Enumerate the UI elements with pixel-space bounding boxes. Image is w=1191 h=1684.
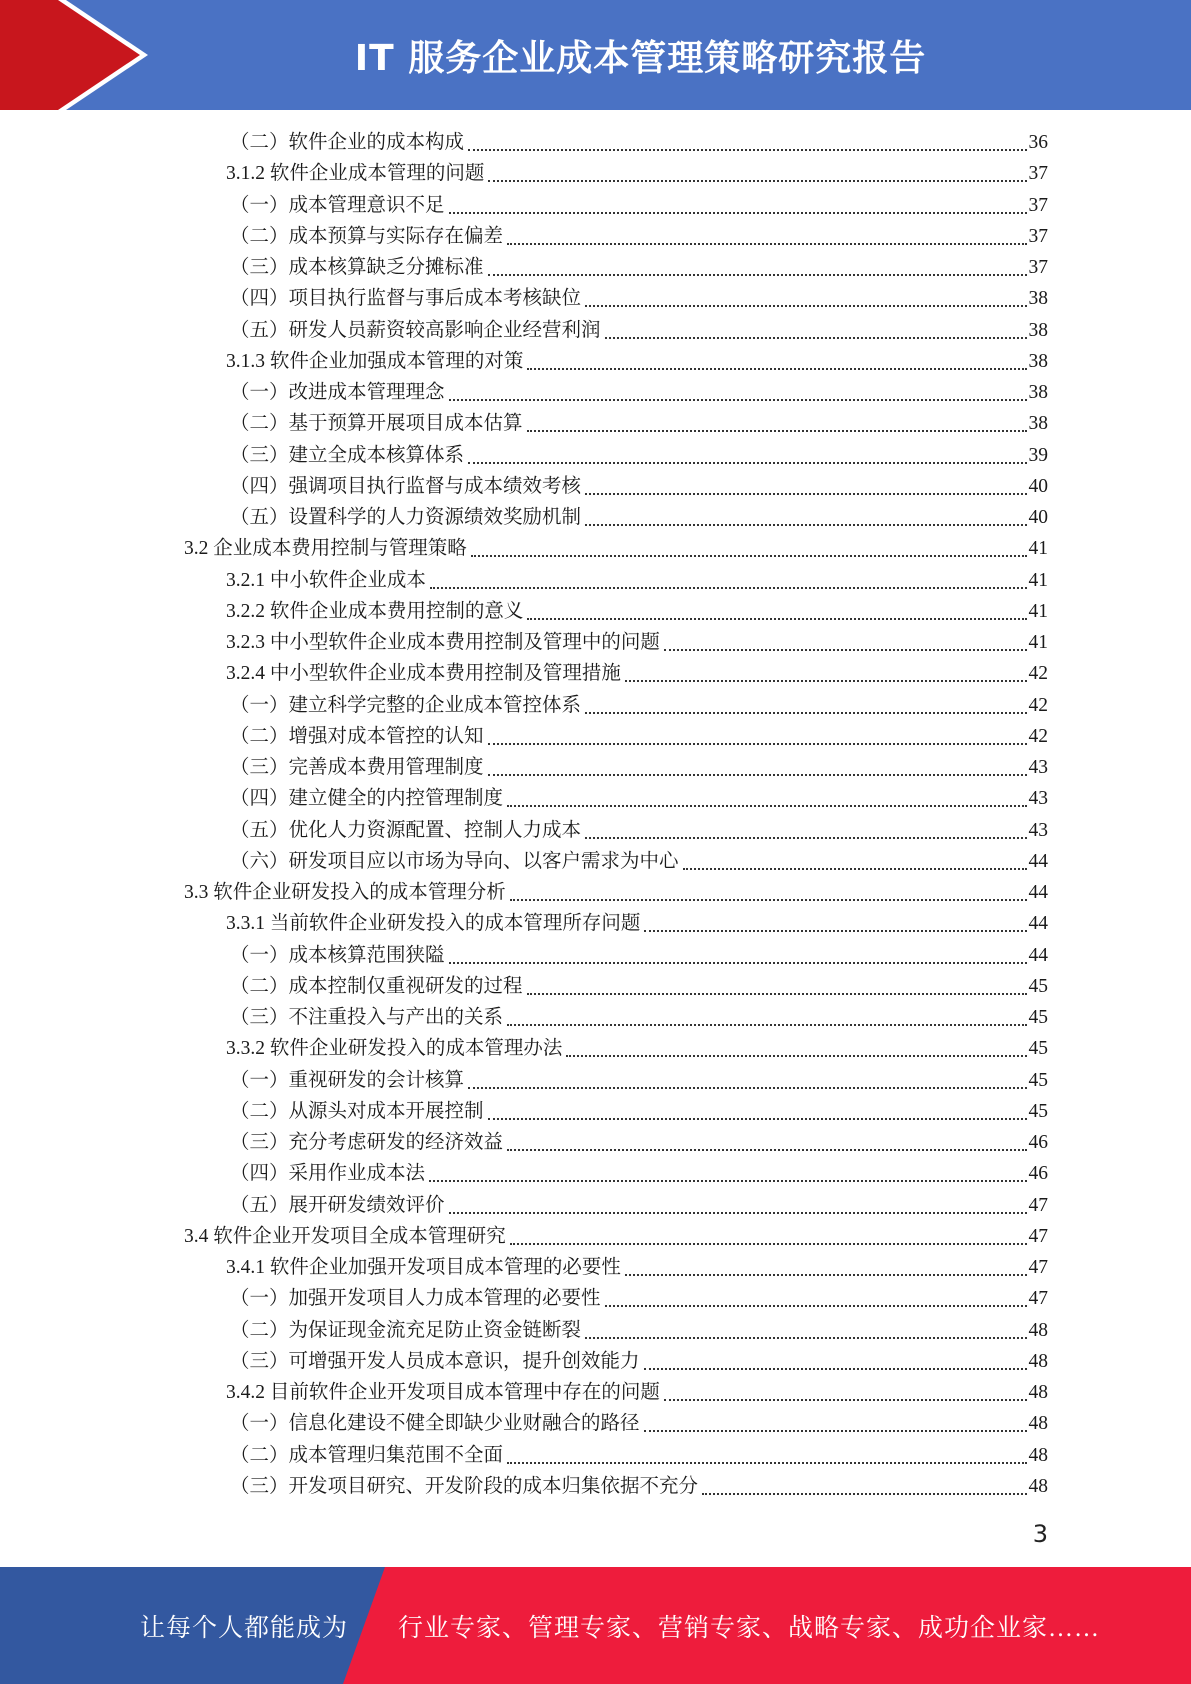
toc-entry-page: 40 <box>1028 475 1048 497</box>
toc-entry-page: 40 <box>1028 507 1048 528</box>
toc-entry[interactable] <box>230 971 1048 1002</box>
toc-entry[interactable] <box>230 1158 1048 1189</box>
toc-entry-label: （三）成本核算缺乏分摊标准 <box>230 257 484 278</box>
toc-dot-leader <box>488 180 1026 182</box>
toc-dot-leader <box>449 962 1027 964</box>
toc-entry-page: 45 <box>1028 1069 1048 1091</box>
toc-entry[interactable] <box>230 408 1048 439</box>
toc-entry[interactable] <box>230 1408 1048 1439</box>
toc-entry-page: 37 <box>1028 225 1048 247</box>
toc-dot-leader <box>625 680 1027 682</box>
toc-entry[interactable] <box>230 190 1048 221</box>
toc-entry-page: 38 <box>1028 413 1048 435</box>
toc-entry-page: 47 <box>1028 1257 1048 1278</box>
toc-entry[interactable] <box>230 377 1048 408</box>
toc-entry-label: （二）为保证现金流充足防止资金链断裂 <box>230 1319 582 1341</box>
toc-entry-page: 46 <box>1028 1163 1048 1185</box>
toc-entry[interactable] <box>226 1377 1048 1408</box>
toc-dot-leader <box>430 587 1027 589</box>
toc-entry[interactable] <box>230 1283 1048 1314</box>
toc-entry-label: （三）完善成本费用管理制度 <box>230 757 484 778</box>
toc-entry-page: 36 <box>1028 132 1048 153</box>
toc-entry-page: 38 <box>1028 288 1048 310</box>
toc-entry-page: 43 <box>1028 757 1048 778</box>
footer-slogan-roles: 行业专家、管理专家、营销专家、战略专家、成功企业家…… <box>398 1614 1101 1642</box>
toc-entry-page: 37 <box>1028 163 1048 185</box>
toc-entry-label: 3.2.1 中小软件企业成本 <box>226 569 426 591</box>
toc-dot-leader <box>449 399 1027 401</box>
toc-entry-label: （一）信息化建设不健全即缺少业财融合的路径 <box>230 1413 640 1435</box>
toc-dot-leader <box>507 805 1026 807</box>
toc-entry[interactable] <box>230 690 1048 721</box>
toc-entry-page: 48 <box>1028 1475 1048 1497</box>
toc-entry[interactable] <box>226 1252 1048 1283</box>
toc-entry-label: （五）展开研发绩效评价 <box>230 1194 445 1216</box>
toc-entry-label: （二）成本控制仅重视研发的过程 <box>230 975 523 997</box>
toc-entry-page: 37 <box>1028 257 1048 278</box>
toc-dot-leader <box>527 993 1027 995</box>
toc-dot-leader <box>468 462 1026 464</box>
toc-dot-leader <box>449 212 1027 214</box>
toc-dot-leader <box>510 899 1027 901</box>
toc-dot-leader <box>566 1055 1026 1057</box>
toc-entry[interactable] <box>230 846 1048 877</box>
toc-entry-page: 38 <box>1028 350 1048 372</box>
toc-dot-leader <box>644 1430 1027 1432</box>
toc-entry-label: （二）基于预算开展项目成本估算 <box>230 413 523 435</box>
toc-dot-leader <box>605 1305 1027 1307</box>
toc-entry-page: 48 <box>1028 1444 1048 1466</box>
toc-entry-page: 48 <box>1028 1319 1048 1341</box>
toc-entry-label: 3.3 软件企业研发投入的成本管理分析 <box>184 882 506 903</box>
toc-entry-page: 45 <box>1028 1100 1048 1122</box>
toc-entry-page: 41 <box>1028 632 1048 653</box>
toc-entry-label: 3.4.2 目前软件企业开发项目成本管理中存在的问题 <box>226 1382 660 1403</box>
toc-entry-page: 42 <box>1028 694 1048 716</box>
toc-entry[interactable] <box>230 1096 1048 1127</box>
toc-entry-label: （四）采用作业成本法 <box>230 1163 426 1185</box>
toc-entry-page: 42 <box>1028 725 1048 747</box>
toc-dot-leader <box>488 774 1027 776</box>
toc-dot-leader <box>507 1149 1026 1151</box>
toc-entry-label: （四）建立健全的内控管理制度 <box>230 788 504 810</box>
toc-entry[interactable] <box>230 127 1048 158</box>
toc-entry-label: 3.1.3 软件企业加强成本管理的对策 <box>226 350 524 372</box>
toc-entry[interactable] <box>184 877 1048 908</box>
toc-entry-label: （三）开发项目研究、开发阶段的成本归集依据不充分 <box>230 1475 699 1497</box>
toc-entry-label: （六）研发项目应以市场为导向、以客户需求为中心 <box>230 850 679 872</box>
toc-dot-leader <box>585 712 1026 714</box>
toc-dot-leader <box>488 274 1027 276</box>
toc-dot-leader <box>507 1462 1026 1464</box>
toc-entry-page: 41 <box>1028 538 1048 560</box>
toc-dot-leader <box>585 837 1026 839</box>
toc-entry-page: 39 <box>1028 444 1048 466</box>
toc-dot-leader <box>507 1024 1026 1026</box>
toc-entry-page: 37 <box>1028 194 1048 216</box>
toc-dot-leader <box>664 649 1027 651</box>
toc-dot-leader <box>585 1337 1026 1339</box>
toc-entry[interactable] <box>230 1127 1048 1158</box>
footer-slogan-lead: 让每个人都能成为 <box>140 1614 349 1642</box>
toc-dot-leader <box>702 1493 1026 1495</box>
toc-entry-label: （五）研发人员薪资较高影响企业经营利润 <box>230 319 601 341</box>
toc-dot-leader <box>471 555 1027 557</box>
toc-entry-label: （三）可增强开发人员成本意识，提升创效能力 <box>230 1350 640 1372</box>
toc-entry[interactable] <box>230 1315 1048 1346</box>
toc-entry-label: 3.2 企业成本费用控制与管理策略 <box>184 538 467 560</box>
page-number: 3 <box>1032 1520 1048 1548</box>
toc-entry-label: （二）成本预算与实际存在偏差 <box>230 225 504 247</box>
toc-entry-label: 3.3.1 当前软件企业研发投入的成本管理所存问题 <box>226 913 641 935</box>
toc-entry-label: （五）优化人力资源配置、控制人力成本 <box>230 819 582 841</box>
toc-entry-label: （一）成本核算范围狭隘 <box>230 944 445 966</box>
toc-entry-label: （一）建立科学完整的企业成本管控体系 <box>230 694 582 716</box>
toc-entry[interactable] <box>184 533 1048 564</box>
toc-entry[interactable] <box>230 1346 1048 1377</box>
toc-entry-label: （一）成本管理意识不足 <box>230 194 445 216</box>
toc-entry[interactable] <box>230 1471 1048 1502</box>
toc-dot-leader <box>527 618 1026 620</box>
toc-entry[interactable] <box>230 721 1048 752</box>
toc-entry-page: 47 <box>1028 1194 1048 1216</box>
toc-entry-label: （三）建立全成本核算体系 <box>230 444 465 466</box>
toc-dot-leader <box>683 868 1027 870</box>
report-footer <box>0 1567 1191 1684</box>
toc-entry-label: （五）设置科学的人力资源绩效奖励机制 <box>230 507 582 528</box>
toc-entry-page: 38 <box>1028 319 1048 341</box>
toc-entry-page: 44 <box>1028 944 1048 966</box>
toc-dot-leader <box>664 1399 1027 1401</box>
toc-entry-label: 3.2.2 软件企业成本费用控制的意义 <box>226 600 524 622</box>
toc-dot-leader <box>449 1212 1027 1214</box>
toc-dot-leader <box>429 1180 1026 1182</box>
toc-entry[interactable] <box>184 1221 1048 1252</box>
toc-entry[interactable] <box>230 1002 1048 1033</box>
toc-entry-label: （二）成本管理归集范围不全面 <box>230 1444 504 1466</box>
red-chevron-icon <box>0 0 160 110</box>
report-header <box>0 0 1191 110</box>
toc-entry[interactable] <box>230 1190 1048 1221</box>
toc-entry-page: 47 <box>1028 1288 1048 1310</box>
toc-entry-label: （二）软件企业的成本构成 <box>230 132 465 153</box>
toc-dot-leader <box>488 1118 1027 1120</box>
toc-entry-page: 48 <box>1028 1413 1048 1435</box>
toc-entry-page: 43 <box>1028 819 1048 841</box>
toc-entry[interactable] <box>230 471 1048 502</box>
toc-entry[interactable] <box>226 346 1048 377</box>
toc-entry-page: 41 <box>1028 569 1048 591</box>
toc-entry-label: 3.2.4 中小型软件企业成本费用控制及管理措施 <box>226 663 621 685</box>
toc-entry[interactable] <box>226 1033 1048 1064</box>
toc-entry-page: 41 <box>1028 600 1048 622</box>
toc-dot-leader <box>585 524 1026 526</box>
toc-entry-page: 44 <box>1028 913 1048 935</box>
toc-entry-page: 45 <box>1028 1007 1048 1028</box>
toc-entry[interactable] <box>226 158 1048 189</box>
toc-entry-page: 45 <box>1028 975 1048 997</box>
toc-entry[interactable] <box>230 315 1048 346</box>
toc-entry-page: 47 <box>1028 1225 1048 1247</box>
toc-entry[interactable] <box>226 658 1048 689</box>
toc-entry[interactable] <box>230 221 1048 252</box>
toc-entry-page: 45 <box>1028 1038 1048 1060</box>
toc-entry-page: 38 <box>1028 382 1048 403</box>
toc-dot-leader <box>625 1274 1027 1276</box>
toc-dot-leader <box>644 930 1026 932</box>
toc-entry[interactable] <box>230 815 1048 846</box>
toc-entry[interactable] <box>230 440 1048 471</box>
toc-entry[interactable] <box>230 252 1048 283</box>
toc-dot-leader <box>527 368 1026 370</box>
toc-dot-leader <box>585 305 1026 307</box>
toc-entry-label: 3.4 软件企业开发项目全成本管理研究 <box>184 1225 506 1247</box>
toc-entry-label: 3.1.2 软件企业成本管理的问题 <box>226 163 485 185</box>
toc-entry[interactable] <box>230 1440 1048 1471</box>
toc-entry[interactable] <box>226 565 1048 596</box>
toc-entry[interactable] <box>230 283 1048 314</box>
toc-dot-leader <box>510 1243 1027 1245</box>
toc-entry-label: （一）改进成本管理理念 <box>230 382 445 403</box>
toc-entry[interactable] <box>230 752 1048 783</box>
toc-entry-label: （四）强调项目执行监督与成本绩效考核 <box>230 475 582 497</box>
toc-entry-page: 42 <box>1028 663 1048 685</box>
toc-entry-page: 48 <box>1028 1350 1048 1372</box>
toc-entry-page: 44 <box>1028 882 1048 903</box>
toc-dot-leader <box>488 743 1027 745</box>
toc-entry[interactable] <box>226 596 1048 627</box>
toc-entry-label: （二）从源头对成本开展控制 <box>230 1100 484 1122</box>
toc-dot-leader <box>527 430 1027 432</box>
toc-entry-page: 44 <box>1028 850 1048 872</box>
toc-entry-label: （二）增强对成本管控的认知 <box>230 725 484 747</box>
toc-dot-leader <box>605 337 1027 339</box>
toc-entry[interactable] <box>230 783 1048 814</box>
toc-dot-leader <box>585 493 1026 495</box>
toc-dot-leader <box>468 1087 1026 1089</box>
toc-entry[interactable] <box>230 940 1048 971</box>
toc-dot-leader <box>468 149 1026 151</box>
toc-dot-leader <box>507 243 1026 245</box>
toc-entry-label: 3.3.2 软件企业研发投入的成本管理办法 <box>226 1038 563 1060</box>
toc-entry-page: 46 <box>1028 1132 1048 1153</box>
toc-entry-page: 48 <box>1028 1382 1048 1403</box>
toc-entry[interactable] <box>226 908 1048 939</box>
toc-dot-leader <box>644 1368 1027 1370</box>
toc-entry-label: （一）加强开发项目人力成本管理的必要性 <box>230 1288 601 1310</box>
toc-entry[interactable] <box>226 627 1048 658</box>
toc-entry[interactable] <box>230 1065 1048 1096</box>
toc-entry-label: （三）不注重投入与产出的关系 <box>230 1007 504 1028</box>
report-title: IT 服务企业成本管理策略研究报告 <box>354 37 927 79</box>
toc-entry-label: （三）充分考虑研发的经济效益 <box>230 1132 504 1153</box>
toc-entry-label: （四）项目执行监督与事后成本考核缺位 <box>230 288 582 310</box>
toc-entry-page: 43 <box>1028 788 1048 810</box>
toc-entry-label: （一）重视研发的会计核算 <box>230 1069 465 1091</box>
toc-entry-label: 3.4.1 软件企业加强开发项目成本管理的必要性 <box>226 1257 621 1278</box>
toc-entry-label: 3.2.3 中小型软件企业成本费用控制及管理中的问题 <box>226 632 660 653</box>
toc-entry[interactable] <box>230 502 1048 533</box>
